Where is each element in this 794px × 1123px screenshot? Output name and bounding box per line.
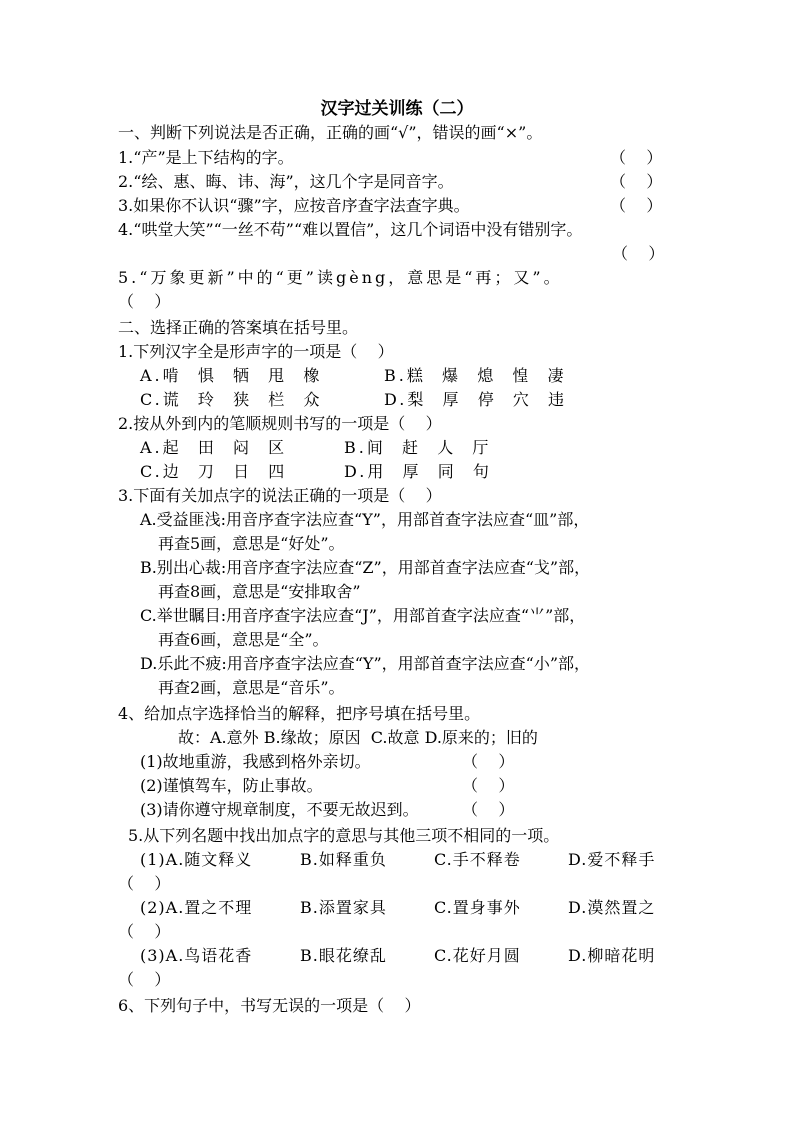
s2-question-4: 4、给加点字选择恰当的解释，把序号填在括号里。: [118, 704, 481, 723]
option-b: B.别出心裁:用音序查字法应查“Z”，用部首查字法应查“戈”部，: [140, 558, 591, 577]
row1-option-a: (1)A.随文释义: [140, 850, 253, 869]
option-d-continued: 再查2画，意思是“音乐”。: [158, 678, 345, 697]
row3-option-a: (3)A.鸟语花香: [140, 946, 253, 965]
option-b-continued: 再查8画，意思是“安排取舍”: [158, 582, 361, 601]
page-title: 汉字过关训练（二）: [320, 99, 474, 119]
sentence-1: (1)故地重游，我感到格外亲切。: [140, 752, 371, 771]
s2-question-1: 1.下列汉字全是形声字的一项是（ ）: [118, 342, 394, 361]
s1-question-5: 5.“万象更新”中的“更”读gèng，意思是“再；又”。: [118, 268, 563, 287]
option-c: C.举世瞩目:用音序查字法应查“J”，用部首查字法应查“⺌”部，: [140, 606, 586, 625]
option-b: B.糕 爆 熄 惶 凄: [384, 366, 567, 385]
answer-blank[interactable]: （ ）: [462, 752, 515, 771]
row3-option-d: D.柳暗花明: [568, 946, 656, 965]
answer-blank[interactable]: （ ）: [610, 172, 663, 191]
option-d: D.梨 厚 停 穴 违: [384, 390, 568, 409]
row1-option-c: C.手不释卷: [434, 850, 521, 869]
answer-blank[interactable]: （ ）: [610, 196, 663, 215]
definition-options: 故：A.意外 B.缘故；原因 C.故意 D.原来的；旧的: [178, 728, 538, 747]
option-b: B.间 赶 人 厅: [344, 438, 492, 457]
row1-option-d: D.爱不释手: [568, 850, 656, 869]
option-c: C.谎 玲 狭 栏 众: [140, 390, 323, 409]
row2-option-c: C.置身事外: [434, 898, 521, 917]
option-a-continued: 再查5画，意思是“好处”。: [158, 534, 345, 553]
answer-blank[interactable]: （ ）: [610, 148, 663, 167]
answer-blank[interactable]: （ ）: [462, 776, 515, 795]
sentence-3: (3)请你遵守规章制度，不要无故迟到。: [140, 800, 419, 819]
s1-question-1: 1.“产”是上下结构的字。: [118, 148, 294, 167]
option-a: A.啃 惧 牺 甩 橡: [140, 366, 323, 385]
row3-option-c: C.花好月圆: [434, 946, 521, 965]
answer-blank[interactable]: （ ）: [118, 874, 171, 893]
answer-blank[interactable]: （ ）: [612, 244, 665, 263]
answer-blank[interactable]: （ ）: [118, 292, 171, 311]
option-d: D.乐此不疲:用音序查字法应查“Y”，用部首查字法应查“小”部，: [140, 654, 591, 673]
s2-question-5: 5.从下列名题中找出加点字的意思与其他三项不相同的一项。: [128, 826, 560, 845]
sentence-2: (2)谨慎驾车，防止事故。: [140, 776, 323, 795]
row3-option-b: B.眼花缭乱: [300, 946, 387, 965]
section2-heading: 二、选择正确的答案填在括号里。: [118, 318, 359, 337]
s1-question-2: 2.“绘、惠、晦、讳、海”，这几个字是同音字。: [118, 172, 454, 191]
s2-question-3: 3.下面有关加点字的说法正确的一项是（ ）: [118, 486, 442, 505]
s1-question-4: 4.“哄堂大笑”“一丝不苟”“难以置信”，这几个词语中没有错别字。: [118, 220, 583, 239]
s2-question-6: 6、下列句子中，书写无误的一项是（ ）: [118, 996, 421, 1015]
option-c-continued: 再查6画，意思是“全”。: [158, 630, 329, 649]
s1-question-3: 3.如果你不认识“骤”字，应按音序查字法查字典。: [118, 196, 470, 215]
s2-question-2: 2.按从外到内的笔顺规则书写的一项是（ ）: [118, 414, 442, 433]
option-a: A.起 田 闷 区: [140, 438, 288, 457]
option-c: C.边 刀 日 四: [140, 462, 288, 481]
answer-blank[interactable]: （ ）: [462, 800, 515, 819]
answer-blank[interactable]: （ ）: [118, 970, 171, 989]
row2-option-b: B.添置家具: [300, 898, 387, 917]
option-d: D.用 厚 同 句: [344, 462, 492, 481]
answer-blank[interactable]: （ ）: [118, 922, 171, 941]
section1-heading: 一、判断下列说法是否正确，正确的画“√”，错误的画“×”。: [118, 123, 543, 142]
row2-option-d: D.漠然置之: [568, 898, 656, 917]
row1-option-b: B.如释重负: [300, 850, 387, 869]
row2-option-a: (2)A.置之不理: [140, 898, 253, 917]
option-a: A.受益匪浅:用音序查字法应查“Y”，用部首查字法应查“皿”部，: [140, 510, 590, 529]
